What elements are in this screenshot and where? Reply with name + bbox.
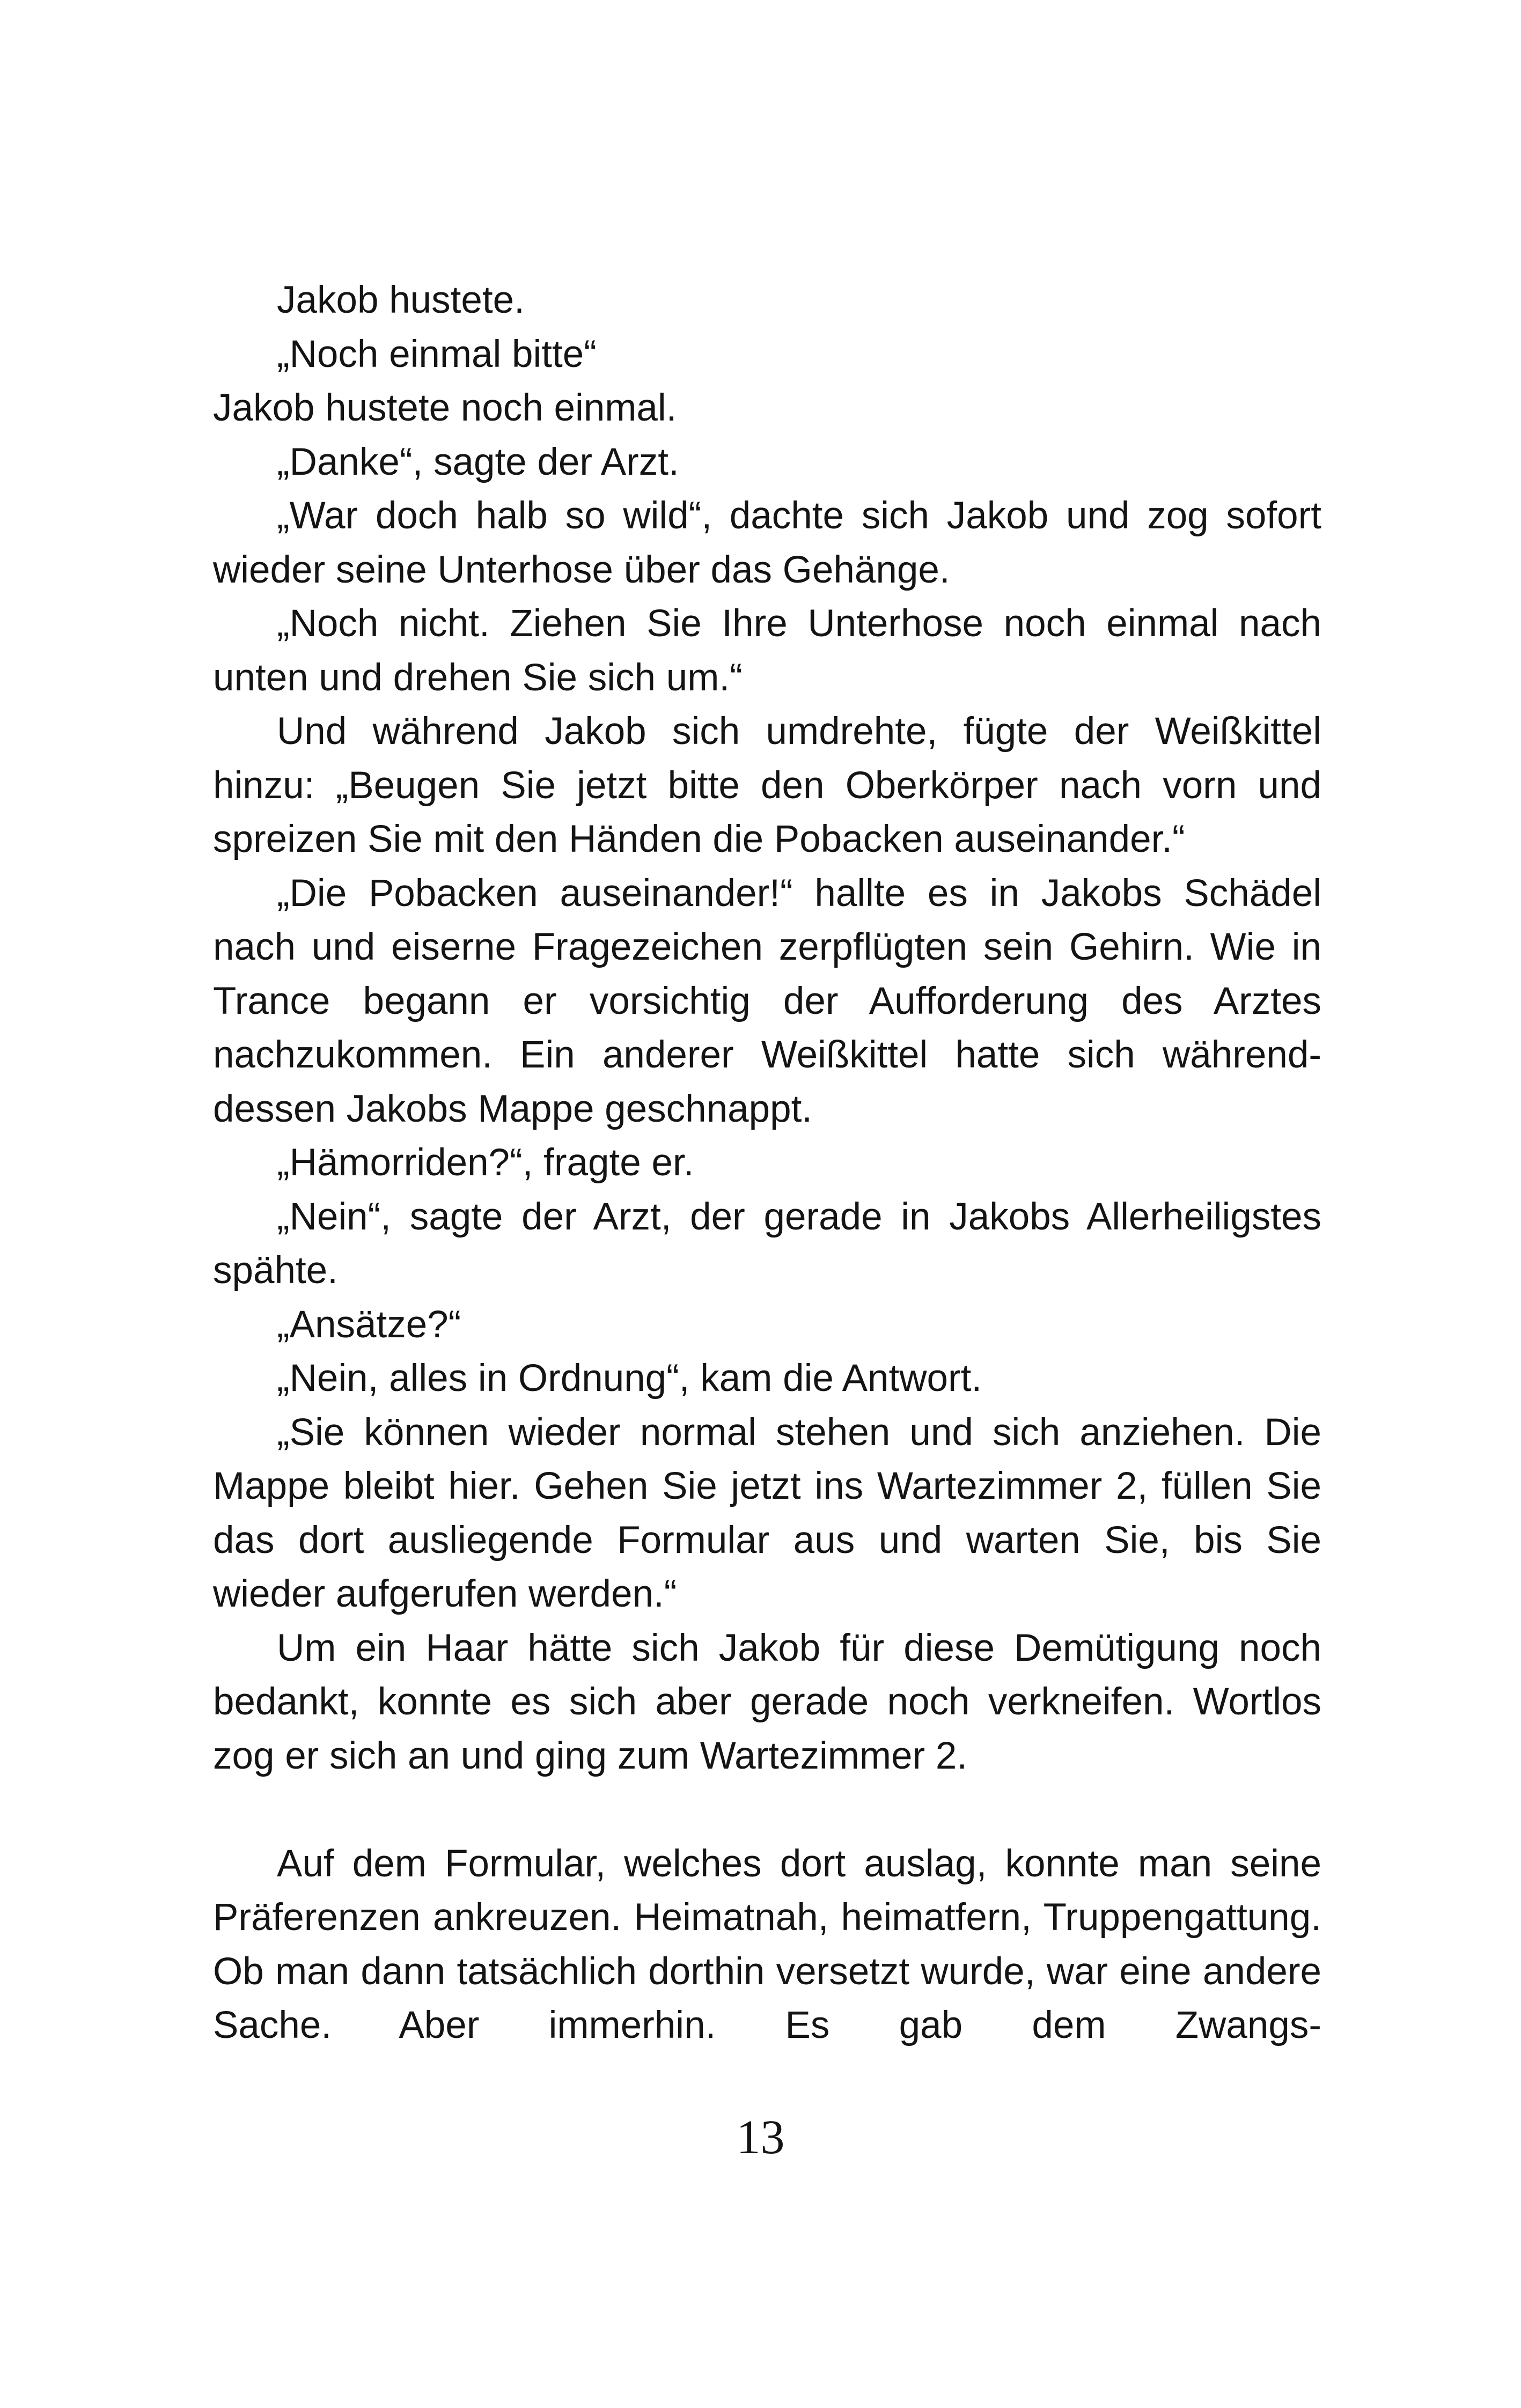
paragraph-7: Und während Jakob sich umdrehte, fügte der Weißkittel hinzu: „Beugen Sie jetzt bitte den Oberkörper nach vorn und spreizen Sie mit den Händen die Pobacken auseinander.“ bbox=[213, 710, 1321, 860]
section-break bbox=[213, 1783, 1321, 1837]
paragraph-9: „Hämorriden?“, fragte er. bbox=[277, 1142, 694, 1184]
paragraph-11: „Ansätze?“ bbox=[277, 1303, 461, 1346]
paragraph-12: „Nein, alles in Ordnung“, kam die Antwort. bbox=[277, 1357, 982, 1400]
paragraph-10: „Nein“, sagte der Arzt, der gerade in Jakobs Allerheiligstes spähte. bbox=[213, 1195, 1321, 1292]
paragraph-1: Jakob hustete. bbox=[277, 279, 525, 321]
paragraph-15: Auf dem Formular, welches dort auslag, konnte man seine Präferenzen ankreuzen. Heimatnah, heimatfern, Truppengattung. Ob man dann tatsächlich dorthin versetzt wurde, war eine andere Sache. Aber immerhin. Es gab dem Zwangs- bbox=[213, 1842, 1321, 2046]
paragraph-8: „Die Pobacken auseinander!“ hallte es in Jakobs Schädel nach und eiserne Fragezeichen zerpflügten sein Gehirn. Wie in Trance begann er vorsichtig der Aufforderung des Arztes nachzukommen. Ein anderer Weißkittel hatte sich währenddessen Jakobs Mappe geschnappt. bbox=[213, 872, 1321, 1130]
paragraph-14: Um ein Haar hätte sich Jakob für diese Demütigung noch bedankt, konnte es sich aber gerade noch verkneifen. Wortlos zog er sich an und ging zum Wartezimmer 2. bbox=[213, 1626, 1321, 1777]
paragraph-4: „Danke“, sagte der Arzt. bbox=[277, 440, 679, 483]
body-text bbox=[213, 274, 1321, 2053]
paragraph-13: „Sie können wieder normal stehen und sich anziehen. Die Mappe bleibt hier. Gehen Sie jetzt ins Wartezimmer 2, füllen Sie das dort ausliegende Formular aus und warten Sie, bis Sie wieder aufgerufen werden.“ bbox=[213, 1411, 1321, 1615]
paragraph-6: „Noch nicht. Ziehen Sie Ihre Unterhose noch einmal nach unten und drehen Sie sich um.“ bbox=[213, 602, 1321, 699]
page-number: 13 bbox=[736, 2111, 785, 2164]
paragraph-5: „War doch halb so wild“, dachte sich Jakob und zog sofort wieder seine Unterhose über das Gehänge. bbox=[213, 495, 1321, 591]
paragraph-2: „Noch einmal bitte“ bbox=[277, 333, 597, 375]
paragraph-3: Jakob hustete noch einmal. bbox=[213, 387, 677, 429]
